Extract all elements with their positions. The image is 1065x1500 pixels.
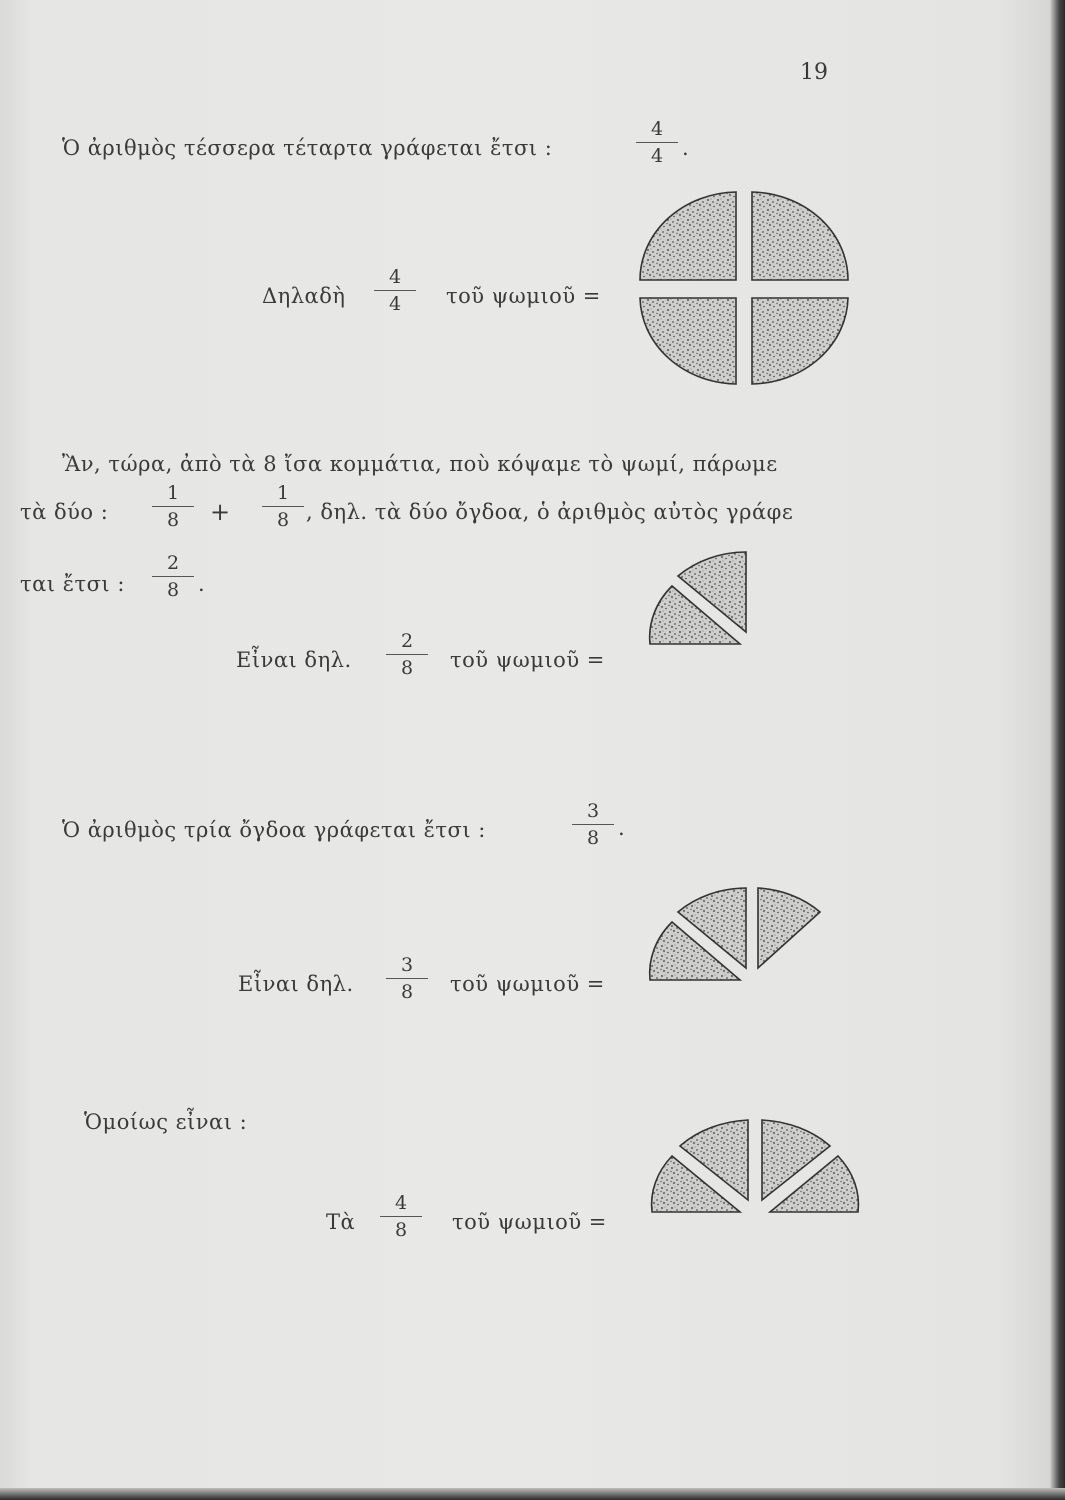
fraction-bar [572, 824, 614, 825]
fraction-numerator: 2 [166, 552, 180, 574]
para2-line-a: Ἂν, τώρα, ἀπὸ τὰ 8 ἴσα κομμάτια, ποὺ κόψαμε τὸ ψωμί, πάρωμε [62, 452, 778, 476]
bread-three-eighths-figure [650, 884, 822, 984]
fraction-denominator: 8 [166, 579, 180, 602]
bread-quarter-top-right [752, 192, 848, 280]
page-edge-shadow [1050, 0, 1065, 1500]
eq1-of-bread: τοῦ ψωμιοῦ = [446, 284, 601, 308]
fraction-bar [386, 978, 428, 979]
bread-two-eighths-figure [648, 550, 750, 648]
para2-fraction-a [152, 482, 194, 531]
line3-fraction [572, 800, 614, 849]
bread-quarter-top-left [640, 192, 736, 280]
eq4-of-bread: τοῦ ψωμιοῦ = [452, 1210, 607, 1234]
para2-line-c-start: ται ἔτσι : [20, 572, 125, 596]
fraction-denominator: 8 [394, 1219, 408, 1242]
bread-four-quarters-figure [636, 188, 852, 388]
fraction-bar [262, 506, 304, 507]
eq2-label: Εἶναι δηλ. [236, 648, 352, 672]
para2-period: . [198, 572, 206, 596]
fraction-denominator: 8 [400, 981, 414, 1004]
para2-line-b-start: τὰ δύο : [20, 500, 109, 524]
page-bottom-shadow [0, 1488, 1065, 1500]
eq4-label: Τὰ [326, 1210, 356, 1234]
fraction-numerator: 1 [166, 482, 180, 504]
para2-line-b-end: , δηλ. τὰ δύο ὄγδοα, ὁ ἀριθμὸς αὐτὸς γράφε [306, 500, 794, 524]
fraction-bar [152, 576, 194, 577]
bread-quarter-bottom-left [640, 298, 736, 384]
fraction-denominator: 8 [166, 509, 180, 532]
eq3-label: Εἶναι δηλ. [238, 972, 354, 996]
eq2-fraction [386, 630, 428, 679]
bread-four-eighths-figure [650, 1116, 860, 1216]
fraction-denominator: 8 [586, 827, 600, 850]
fraction-denominator: 8 [276, 509, 290, 532]
eq1-label: Δηλαδὴ [262, 284, 346, 308]
fraction-bar [152, 506, 194, 507]
para2-fraction-c [152, 552, 194, 601]
line1-period: . [682, 136, 690, 160]
bread-eighth-piece [758, 888, 820, 968]
line3-text: Ὁ ἀριθμὸς τρία ὄγδοα γράφεται ἔτσι : [62, 818, 486, 842]
line1-text: Ὁ ἀριθμὸς τέσσερα τέταρτα γράφεται ἔτσι : [62, 136, 553, 160]
eq3-of-bread: τοῦ ψωμιοῦ = [450, 972, 605, 996]
fraction-bar [386, 654, 428, 655]
fraction-numerator: 4 [394, 1192, 408, 1214]
fraction-bar [380, 1216, 422, 1217]
fraction-numerator: 1 [276, 482, 290, 504]
line3-period: . [618, 816, 626, 840]
fraction-numerator: 3 [586, 800, 600, 822]
fraction-denominator: 4 [388, 293, 402, 316]
fraction-bar [636, 142, 678, 143]
line1-fraction [636, 118, 678, 167]
eq1-fraction [374, 266, 416, 315]
page-number: 19 [800, 60, 828, 85]
fraction-numerator: 4 [650, 118, 664, 140]
line4-text: Ὁμοίως εἶναι : [84, 1110, 248, 1134]
plus-sign: + [210, 498, 231, 526]
fraction-numerator: 4 [388, 266, 402, 288]
fraction-denominator: 8 [400, 657, 414, 680]
fraction-numerator: 2 [400, 630, 414, 652]
fraction-denominator: 4 [650, 145, 664, 168]
fraction-numerator: 3 [400, 954, 414, 976]
bread-quarter-bottom-right [752, 298, 848, 384]
eq4-fraction [380, 1192, 422, 1241]
fraction-bar [374, 290, 416, 291]
para2-fraction-b [262, 482, 304, 531]
eq3-fraction [386, 954, 428, 1003]
eq2-of-bread: τοῦ ψωμιοῦ = [450, 648, 605, 672]
